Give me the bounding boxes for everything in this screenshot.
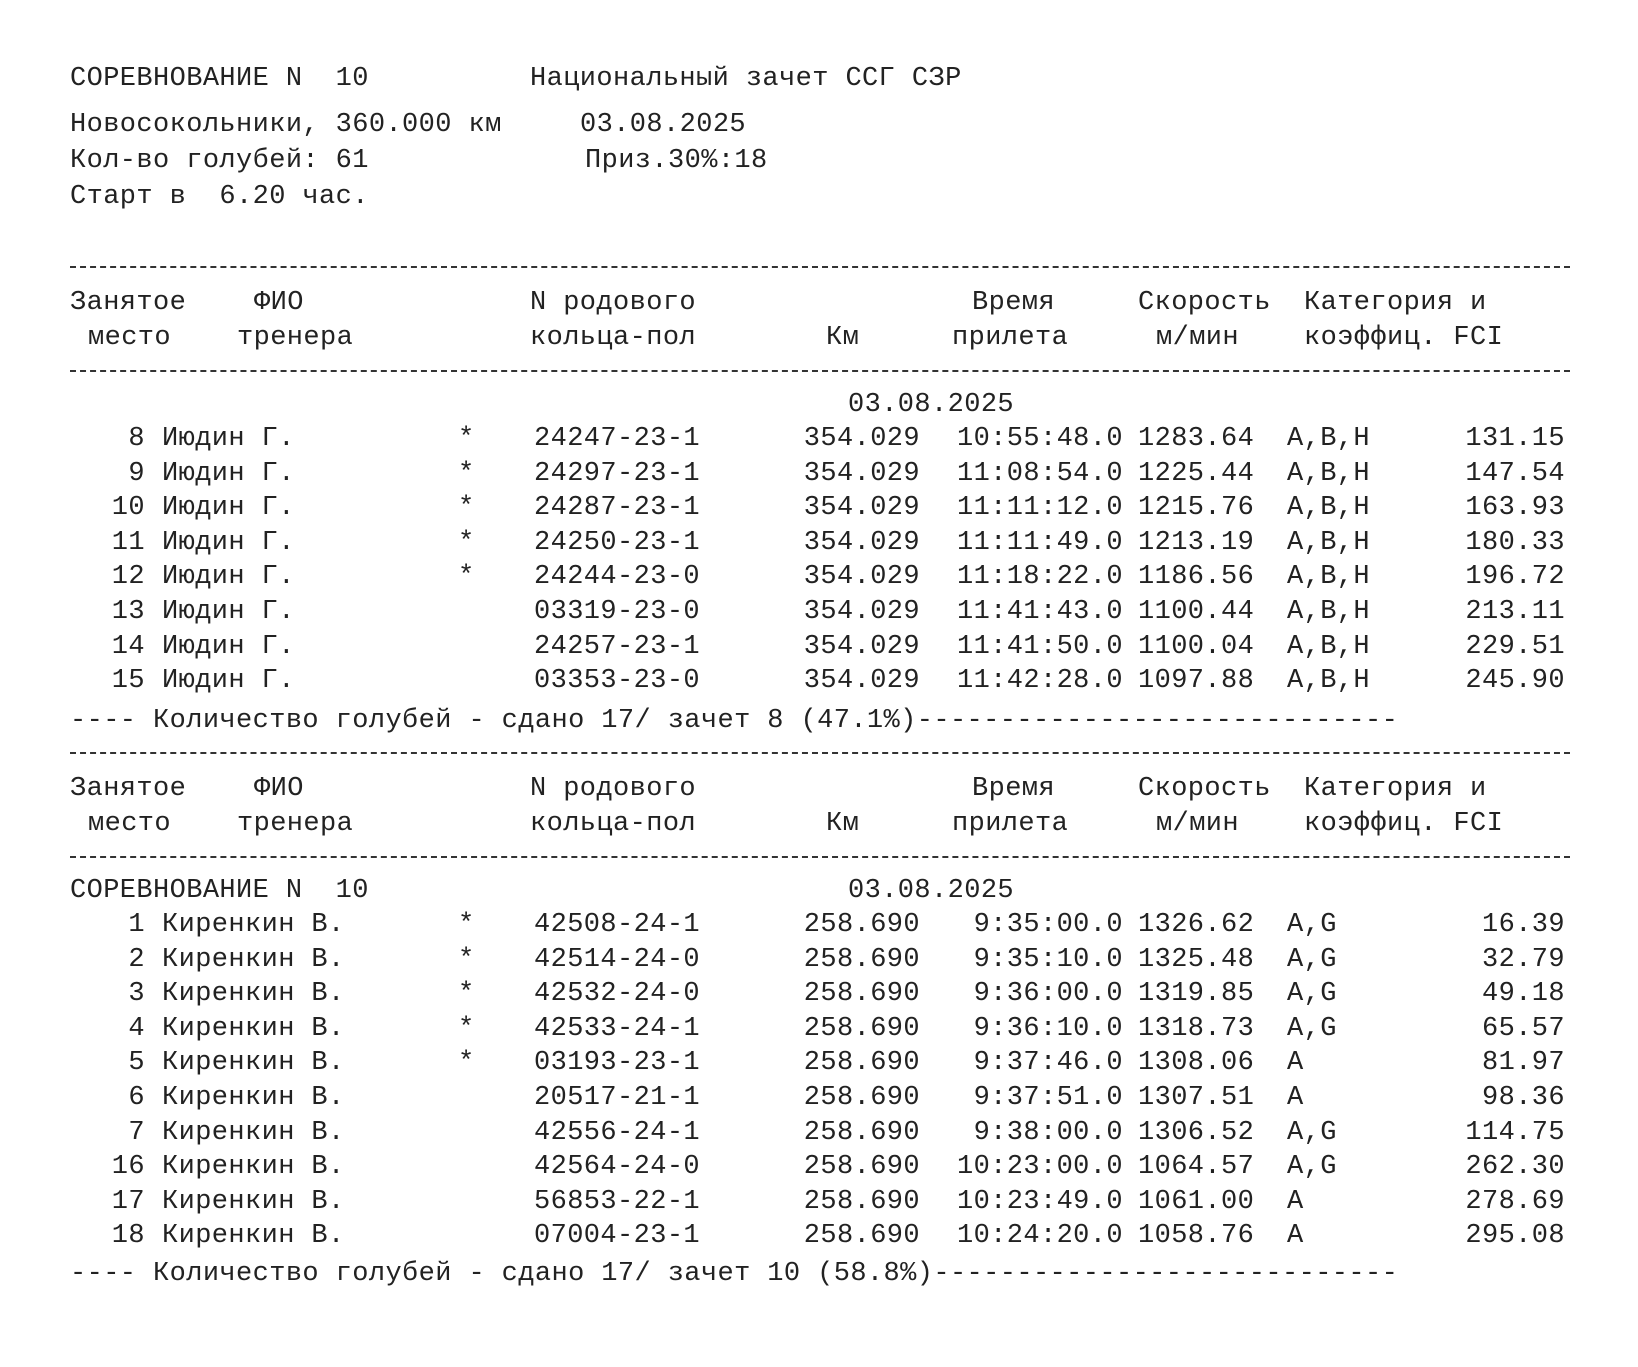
distance-cell: 258.690 [803,1013,920,1044]
start-time: Старт в 6.20 час. [70,182,369,212]
fci-coefficient-cell: 213.11 [1465,597,1565,627]
table-row [0,1083,1638,1118]
col-ring-2: кольца-пол [530,809,697,839]
divider [70,856,1570,858]
col-speed: Скорость [1138,288,1271,318]
fci-coefficient-cell: 81.97 [1481,1048,1565,1079]
col-category-2: коэффиц. FCI [1304,323,1504,353]
arrival-time-cell: 10:24:20.0 [956,1221,1123,1252]
category-cell: A [1287,1221,1304,1252]
table-row [0,1048,1638,1083]
arrival-time-cell: 10:23:00.0 [956,1152,1123,1183]
category-cell: A,B,H [1287,458,1371,489]
star-mark: * [458,424,475,454]
fci-coefficient-cell: 98.36 [1481,1083,1565,1113]
distance-cell: 354.029 [803,424,920,454]
place-cell: 5 [128,1048,145,1079]
star-mark: * [458,944,475,975]
ring-number-cell: 03353-23-0 [534,666,701,697]
section-date: 03.08.2025 [848,390,1015,420]
place-cell: 18 [111,1221,145,1252]
col-place-2: место [88,809,172,839]
arrival-time-cell: 9:36:00.0 [973,979,1123,1010]
table-row [0,632,1638,667]
table-row [0,1014,1638,1049]
arrival-time-cell: 11:41:43.0 [956,597,1123,627]
distance-cell: 354.029 [803,631,920,662]
table-row [0,493,1638,528]
place-cell: 1 [128,910,145,940]
trainer-name-cell: Киренкин В. [162,1048,345,1079]
place-cell: 4 [128,1013,145,1044]
distance-cell: 354.029 [803,666,920,697]
fci-coefficient-cell: 196.72 [1465,562,1565,593]
star-mark: * [458,1048,475,1079]
ring-number-cell: 42532-24-0 [534,979,701,1010]
trainer-name-cell: Июдин Г. [162,631,295,662]
prize-info: Приз.30%:18 [585,146,768,176]
table-row [0,910,1638,945]
fci-coefficient-cell: 65.57 [1481,1013,1565,1044]
trainer-name-cell: Июдин Г. [162,666,295,697]
ring-number-cell: 03319-23-0 [534,597,701,627]
race-location: Новосокольники, 360.000 км [70,110,502,140]
col-category: Категория и [1304,288,1487,318]
arrival-time-cell: 9:37:46.0 [973,1048,1123,1079]
col-name-2: тренера [237,809,354,839]
col-name: ФИО [254,288,304,318]
distance-cell: 258.690 [803,1117,920,1148]
place-cell: 12 [111,562,145,593]
table-row [0,945,1638,980]
table-row [0,1221,1638,1256]
speed-cell: 1058.76 [1138,1221,1255,1252]
trainer-name-cell: Июдин Г. [162,597,295,627]
fci-coefficient-cell: 262.30 [1465,1152,1565,1183]
speed-cell: 1319.85 [1138,979,1255,1010]
category-cell: A,G [1287,1013,1337,1044]
distance-cell: 258.690 [803,979,920,1010]
arrival-time-cell: 9:37:51.0 [973,1083,1123,1113]
speed-cell: 1225.44 [1138,458,1255,489]
trainer-name-cell: Киренкин В. [162,1186,345,1217]
speed-cell: 1283.64 [1138,424,1255,454]
distance-cell: 354.029 [803,458,920,489]
star-mark: * [458,493,475,524]
arrival-time-cell: 11:08:54.0 [956,458,1123,489]
trainer-name-cell: Киренкин В. [162,1083,345,1113]
arrival-time-cell: 11:11:12.0 [956,493,1123,524]
arrival-time-cell: 9:38:00.0 [973,1117,1123,1148]
table-row [0,1187,1638,1222]
table-row [0,562,1638,597]
col-time-2: прилета [952,323,1069,353]
place-cell: 10 [111,493,145,524]
competition-label: СОРЕВНОВАНИЕ N 10 [70,876,369,906]
speed-cell: 1306.52 [1138,1117,1255,1148]
category-cell: A,B,H [1287,562,1371,593]
trainer-name-cell: Киренкин В. [162,1221,345,1252]
speed-cell: 1325.48 [1138,944,1255,975]
category-cell: A,B,H [1287,527,1371,558]
ring-number-cell: 07004-23-1 [534,1221,701,1252]
speed-cell: 1061.00 [1138,1186,1255,1217]
place-cell: 13 [111,597,145,627]
ring-number-cell: 24247-23-1 [534,424,701,454]
fci-coefficient-cell: 278.69 [1465,1186,1565,1217]
speed-cell: 1213.19 [1138,527,1255,558]
category-cell: A,B,H [1287,631,1371,662]
place-cell: 16 [111,1152,145,1183]
place-cell: 3 [128,979,145,1010]
category-cell: A [1287,1186,1304,1217]
section-summary: ---- Количество голубей - сдано 17/ зачет 8 (47.1%)----------------------------- [70,706,1399,736]
trainer-name-cell: Киренкин В. [162,1117,345,1148]
ring-number-cell: 24244-23-0 [534,562,701,593]
pigeon-count: Кол-во голубей: 61 [70,146,369,176]
speed-cell: 1308.06 [1138,1048,1255,1079]
ring-number-cell: 24257-23-1 [534,631,701,662]
divider [70,370,1570,372]
distance-cell: 354.029 [803,493,920,524]
col-place: Занятое [70,774,187,804]
ring-number-cell: 24287-23-1 [534,493,701,524]
table-row [0,424,1638,459]
place-cell: 17 [111,1186,145,1217]
fci-coefficient-cell: 295.08 [1465,1221,1565,1252]
col-speed: Скорость [1138,774,1271,804]
fci-coefficient-cell: 131.15 [1465,424,1565,454]
distance-cell: 258.690 [803,944,920,975]
col-km: Км [826,809,860,839]
trainer-name-cell: Июдин Г. [162,424,295,454]
race-date: 03.08.2025 [580,110,747,140]
arrival-time-cell: 9:36:10.0 [973,1013,1123,1044]
arrival-time-cell: 11:41:50.0 [956,631,1123,662]
star-mark: * [458,562,475,593]
table-row [0,979,1638,1014]
col-time: Время [972,774,1056,804]
star-mark: * [458,979,475,1010]
category-cell: A,B,H [1287,424,1371,454]
fci-coefficient-cell: 245.90 [1465,666,1565,697]
arrival-time-cell: 11:42:28.0 [956,666,1123,697]
category-cell: A,G [1287,1117,1337,1148]
distance-cell: 258.690 [803,1083,920,1113]
trainer-name-cell: Киренкин В. [162,944,345,975]
place-cell: 15 [111,666,145,697]
speed-cell: 1318.73 [1138,1013,1255,1044]
ring-number-cell: 42564-24-0 [534,1152,701,1183]
ring-number-cell: 20517-21-1 [534,1083,701,1113]
distance-cell: 258.690 [803,1186,920,1217]
trainer-name-cell: Киренкин В. [162,1152,345,1183]
table-row [0,1152,1638,1187]
trainer-name-cell: Июдин Г. [162,493,295,524]
place-cell: 11 [111,527,145,558]
star-mark: * [458,458,475,489]
trainer-name-cell: Киренкин В. [162,910,345,940]
category-cell: A,G [1287,1152,1337,1183]
speed-cell: 1064.57 [1138,1152,1255,1183]
distance-cell: 354.029 [803,562,920,593]
col-speed-2: м/мин [1156,809,1240,839]
distance-cell: 354.029 [803,597,920,627]
speed-cell: 1307.51 [1138,1083,1255,1113]
speed-cell: 1215.76 [1138,493,1255,524]
place-cell: 9 [128,458,145,489]
col-ring-2: кольца-пол [530,323,697,353]
fci-coefficient-cell: 229.51 [1465,631,1565,662]
col-ring: N родового [530,288,697,318]
ring-number-cell: 42533-24-1 [534,1013,701,1044]
arrival-time-cell: 11:11:49.0 [956,527,1123,558]
distance-cell: 258.690 [803,1221,920,1252]
distance-cell: 258.690 [803,1048,920,1079]
ring-number-cell: 24250-23-1 [534,527,701,558]
fci-coefficient-cell: 32.79 [1481,944,1565,975]
arrival-time-cell: 10:23:49.0 [956,1186,1123,1217]
star-mark: * [458,527,475,558]
ring-number-cell: 42508-24-1 [534,910,701,940]
col-place: Занятое [70,288,187,318]
place-cell: 7 [128,1117,145,1148]
ring-number-cell: 56853-22-1 [534,1186,701,1217]
col-km: Км [826,323,860,353]
fci-coefficient-cell: 114.75 [1465,1117,1565,1148]
fci-coefficient-cell: 147.54 [1465,458,1565,489]
place-cell: 2 [128,944,145,975]
col-speed-2: м/мин [1156,323,1240,353]
fci-coefficient-cell: 49.18 [1481,979,1565,1010]
fci-coefficient-cell: 180.33 [1465,527,1565,558]
col-category: Категория и [1304,774,1487,804]
col-place-2: место [88,323,172,353]
distance-cell: 258.690 [803,1152,920,1183]
trainer-name-cell: Киренкин В. [162,1013,345,1044]
category-cell: A,B,H [1287,666,1371,697]
distance-cell: 258.690 [803,910,920,940]
col-name-2: тренера [237,323,354,353]
table-row [0,528,1638,563]
trainer-name-cell: Июдин Г. [162,562,295,593]
speed-cell: 1186.56 [1138,562,1255,593]
fci-coefficient-cell: 163.93 [1465,493,1565,524]
arrival-time-cell: 9:35:10.0 [973,944,1123,975]
speed-cell: 1326.62 [1138,910,1255,940]
fci-coefficient-cell: 16.39 [1481,910,1565,940]
place-cell: 8 [128,424,145,454]
category-cell: A,B,H [1287,493,1371,524]
ring-number-cell: 03193-23-1 [534,1048,701,1079]
distance-cell: 354.029 [803,527,920,558]
col-category-2: коэффиц. FCI [1304,809,1504,839]
divider [70,266,1570,268]
trainer-name-cell: Июдин Г. [162,527,295,558]
report-title: Национальный зачет ССГ СЗР [530,64,962,94]
star-mark: * [458,910,475,940]
divider [70,752,1570,754]
table-row [0,666,1638,701]
section-summary: ---- Количество голубей - сдано 17/ зачет 10 (58.8%)---------------------------- [70,1259,1399,1289]
trainer-name-cell: Киренкин В. [162,979,345,1010]
speed-cell: 1097.88 [1138,666,1255,697]
category-cell: A,B,H [1287,597,1371,627]
table-row [0,459,1638,494]
category-cell: A [1287,1048,1304,1079]
arrival-time-cell: 9:35:00.0 [973,910,1123,940]
arrival-time-cell: 10:55:48.0 [956,424,1123,454]
category-cell: A,G [1287,979,1337,1010]
category-cell: A [1287,1083,1304,1113]
place-cell: 6 [128,1083,145,1113]
table-row [0,597,1638,632]
speed-cell: 1100.04 [1138,631,1255,662]
category-cell: A,G [1287,910,1337,940]
star-mark: * [458,1013,475,1044]
ring-number-cell: 42556-24-1 [534,1117,701,1148]
competition-number: СОРЕВНОВАНИЕ N 10 [70,64,369,94]
ring-number-cell: 42514-24-0 [534,944,701,975]
trainer-name-cell: Июдин Г. [162,458,295,489]
table-row [0,1118,1638,1153]
col-name: ФИО [254,774,304,804]
col-ring: N родового [530,774,697,804]
arrival-time-cell: 11:18:22.0 [956,562,1123,593]
col-time: Время [972,288,1056,318]
ring-number-cell: 24297-23-1 [534,458,701,489]
category-cell: A,G [1287,944,1337,975]
place-cell: 14 [111,631,145,662]
col-time-2: прилета [952,809,1069,839]
speed-cell: 1100.44 [1138,597,1255,627]
section-date: 03.08.2025 [848,876,1015,906]
